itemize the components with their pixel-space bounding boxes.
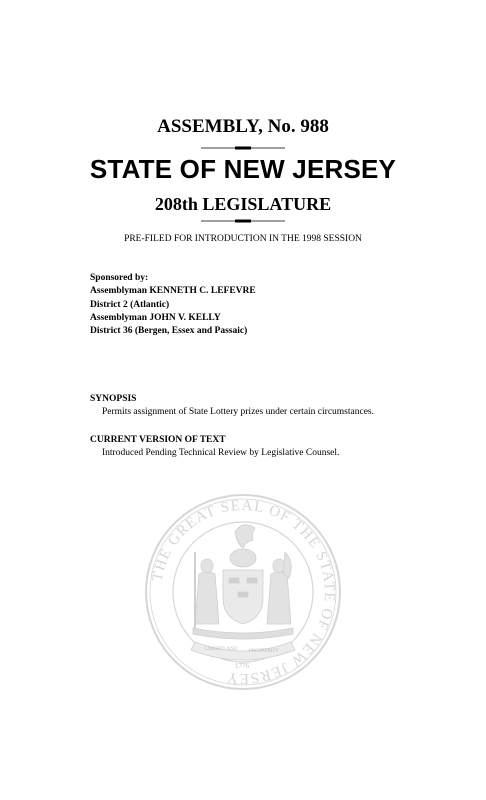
current-version-heading: CURRENT VERSION OF TEXT <box>90 435 226 445</box>
seal-banner-left: LIBERTY AND <box>205 647 238 652</box>
sponsor-line: Assemblyman KENNETH C. LEFEVRE <box>90 286 256 297</box>
bill-number: ASSEMBLY, No. 988 <box>157 116 329 137</box>
state-title: STATE OF NEW JERSEY <box>89 154 397 184</box>
state-seal-watermark <box>143 492 343 692</box>
legislature-ornament-rule <box>201 218 285 224</box>
seal-banner-right: PROSPERITY <box>249 649 280 654</box>
title-ornament-rule <box>201 145 285 151</box>
sponsor-line: Assemblyman JOHN V. KELLY <box>90 312 221 323</box>
synopsis-text: Permits assignment of State Lottery prizes under certain circumstances. <box>102 407 374 417</box>
sponsors-block <box>90 272 256 338</box>
legislature-title: 208th LEGISLATURE <box>154 194 332 214</box>
seal-year: 1776 <box>235 662 249 670</box>
current-version-text: Introduced Pending Technical Review by Legislative Counsel. <box>102 448 340 458</box>
sponsor-line: District 36 (Bergen, Essex and Passaic) <box>90 326 248 337</box>
sponsors-label: Sponsored by: <box>90 273 149 283</box>
sponsor-line: District 2 (Atlantic) <box>90 299 170 310</box>
prefiled-notice: PRE-FILED FOR INTRODUCTION IN THE 1998 SESSION <box>124 234 362 244</box>
synopsis-heading: SYNOPSIS <box>90 394 137 404</box>
seal-ring-text: THE GREAT SEAL OF THE STATE OF NEW JERSEY <box>149 497 338 687</box>
